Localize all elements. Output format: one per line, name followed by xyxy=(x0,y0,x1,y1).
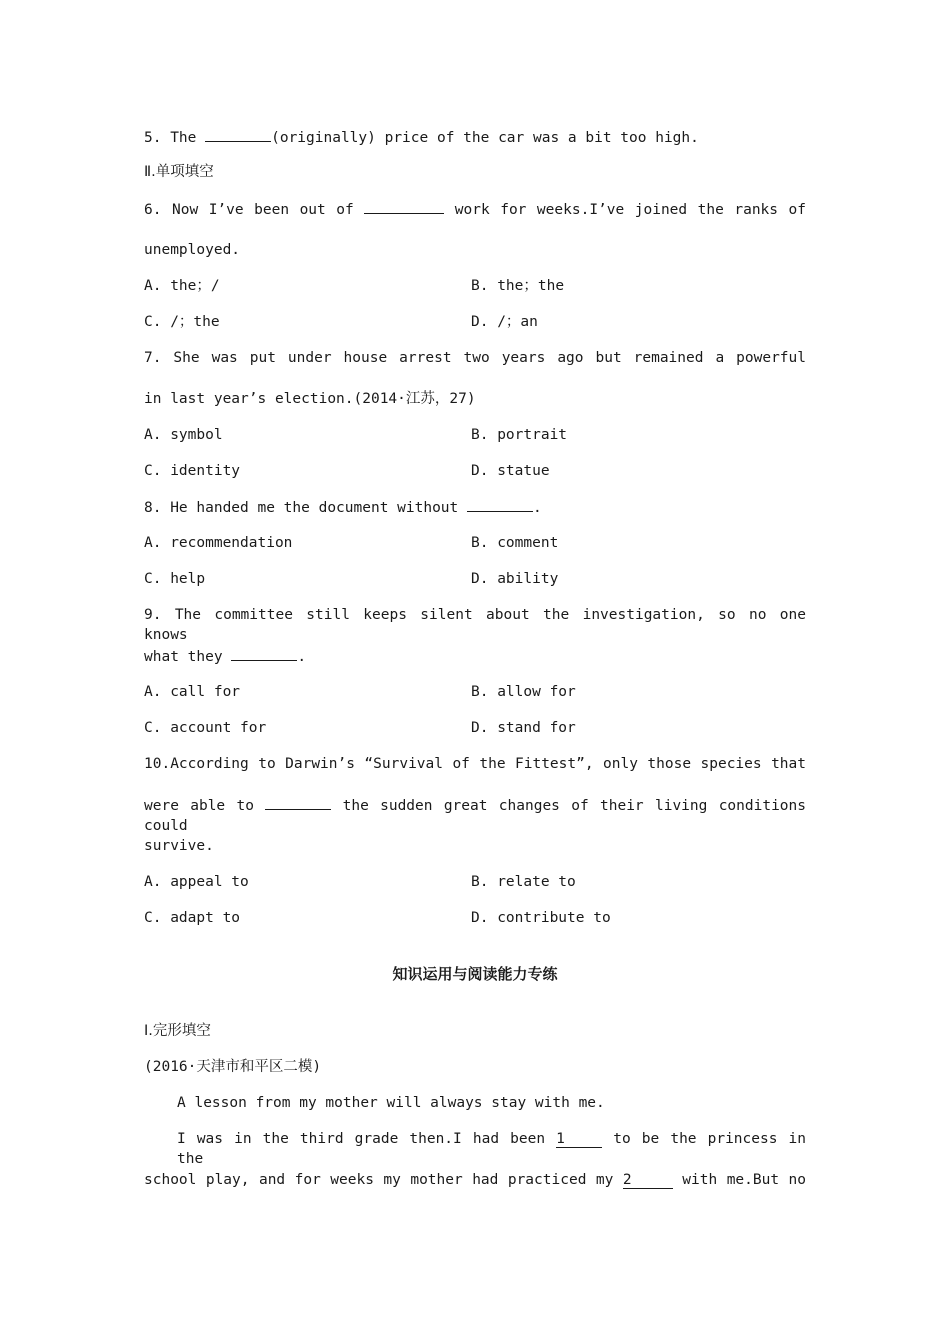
q9-text-start: what they xyxy=(144,649,232,665)
option-a: A. the；/ xyxy=(144,278,220,294)
source-note: (2016·天津市和平区二模) xyxy=(144,1059,322,1075)
question-10: 10.According to Darwin’s “Survival of the Fittest”, only those species that xyxy=(144,756,806,772)
q8-text-end: . xyxy=(533,500,542,516)
cloze-blank-2: 2 xyxy=(623,1172,673,1189)
option-b: B. allow for xyxy=(471,684,576,700)
passage-text: with me.But no xyxy=(672,1172,806,1188)
question-6 xyxy=(144,199,806,220)
question-7: 7. She was put under house arrest two years ago but remained a powerful xyxy=(144,350,806,366)
question-7-continued: in last year’s election.(2014·江苏，27) xyxy=(144,391,476,407)
option-b: B. the；the xyxy=(471,278,565,294)
question-10-continued xyxy=(144,795,806,836)
option-c: C. /；the xyxy=(144,314,220,330)
answer-blank xyxy=(231,646,297,661)
option-a: A. recommendation xyxy=(144,535,293,551)
question-5 xyxy=(144,127,806,148)
option-d: D. contribute to xyxy=(471,910,611,926)
option-b: B. comment xyxy=(471,535,559,551)
q10-text-end: the sudden great changes of their living conditions could xyxy=(144,798,806,834)
section-heading-multiple-choice: Ⅱ.单项填空 xyxy=(144,164,214,180)
cloze-blank-1: 1 xyxy=(556,1131,602,1148)
passage-paragraph-2-continued xyxy=(144,1170,806,1190)
question-8 xyxy=(144,497,806,518)
answer-blank xyxy=(265,795,331,810)
passage-text: to be the princess in the xyxy=(177,1131,807,1167)
question-6-continued: unemployed. xyxy=(144,242,241,258)
answer-blank xyxy=(205,127,271,142)
q6-text-start: 6. Now I’ve been out of xyxy=(144,202,365,218)
option-a: A. call for xyxy=(144,684,241,700)
option-d: D. statue xyxy=(471,463,550,479)
question-9-continued xyxy=(144,646,806,667)
q10-text-start: were able to xyxy=(144,798,266,814)
section-title: 知识运用与阅读能力专练 xyxy=(392,965,558,983)
option-d: D. /；an xyxy=(471,314,538,330)
option-d: D. ability xyxy=(471,571,559,587)
q6-text-end: work for weeks.I’ve joined the ranks of xyxy=(444,202,806,218)
option-b: B. relate to xyxy=(471,874,576,890)
q9-text-end: . xyxy=(297,649,307,665)
option-b: B. portrait xyxy=(471,427,568,443)
option-d: D. stand for xyxy=(471,720,576,736)
answer-blank xyxy=(467,497,533,512)
q8-text-start: 8. He handed me the document without xyxy=(144,500,468,516)
option-c: C. help xyxy=(144,571,206,587)
passage-paragraph-2 xyxy=(177,1129,806,1169)
option-c: C. adapt to xyxy=(144,910,241,926)
q5-text-start: 5. The xyxy=(144,130,206,146)
question-9: 9. The committee still keeps silent about the investigation, so no one knows xyxy=(144,607,806,643)
option-a: A. symbol xyxy=(144,427,223,443)
option-c: C. identity xyxy=(144,463,241,479)
passage-text: school play, and for weeks my mother had practiced my xyxy=(144,1172,623,1188)
passage-paragraph-1: A lesson from my mother will always stay with me. xyxy=(177,1095,605,1111)
answer-blank xyxy=(364,199,444,214)
section-heading-cloze: Ⅰ.完形填空 xyxy=(144,1023,211,1039)
passage-text: I was in the third grade then.I had been xyxy=(177,1131,557,1147)
option-c: C. account for xyxy=(144,720,267,736)
q5-text-end: (originally) price of the car was a bit too high. xyxy=(271,130,699,146)
option-a: A. appeal to xyxy=(144,874,249,890)
question-10-continued-2: survive. xyxy=(144,838,214,854)
